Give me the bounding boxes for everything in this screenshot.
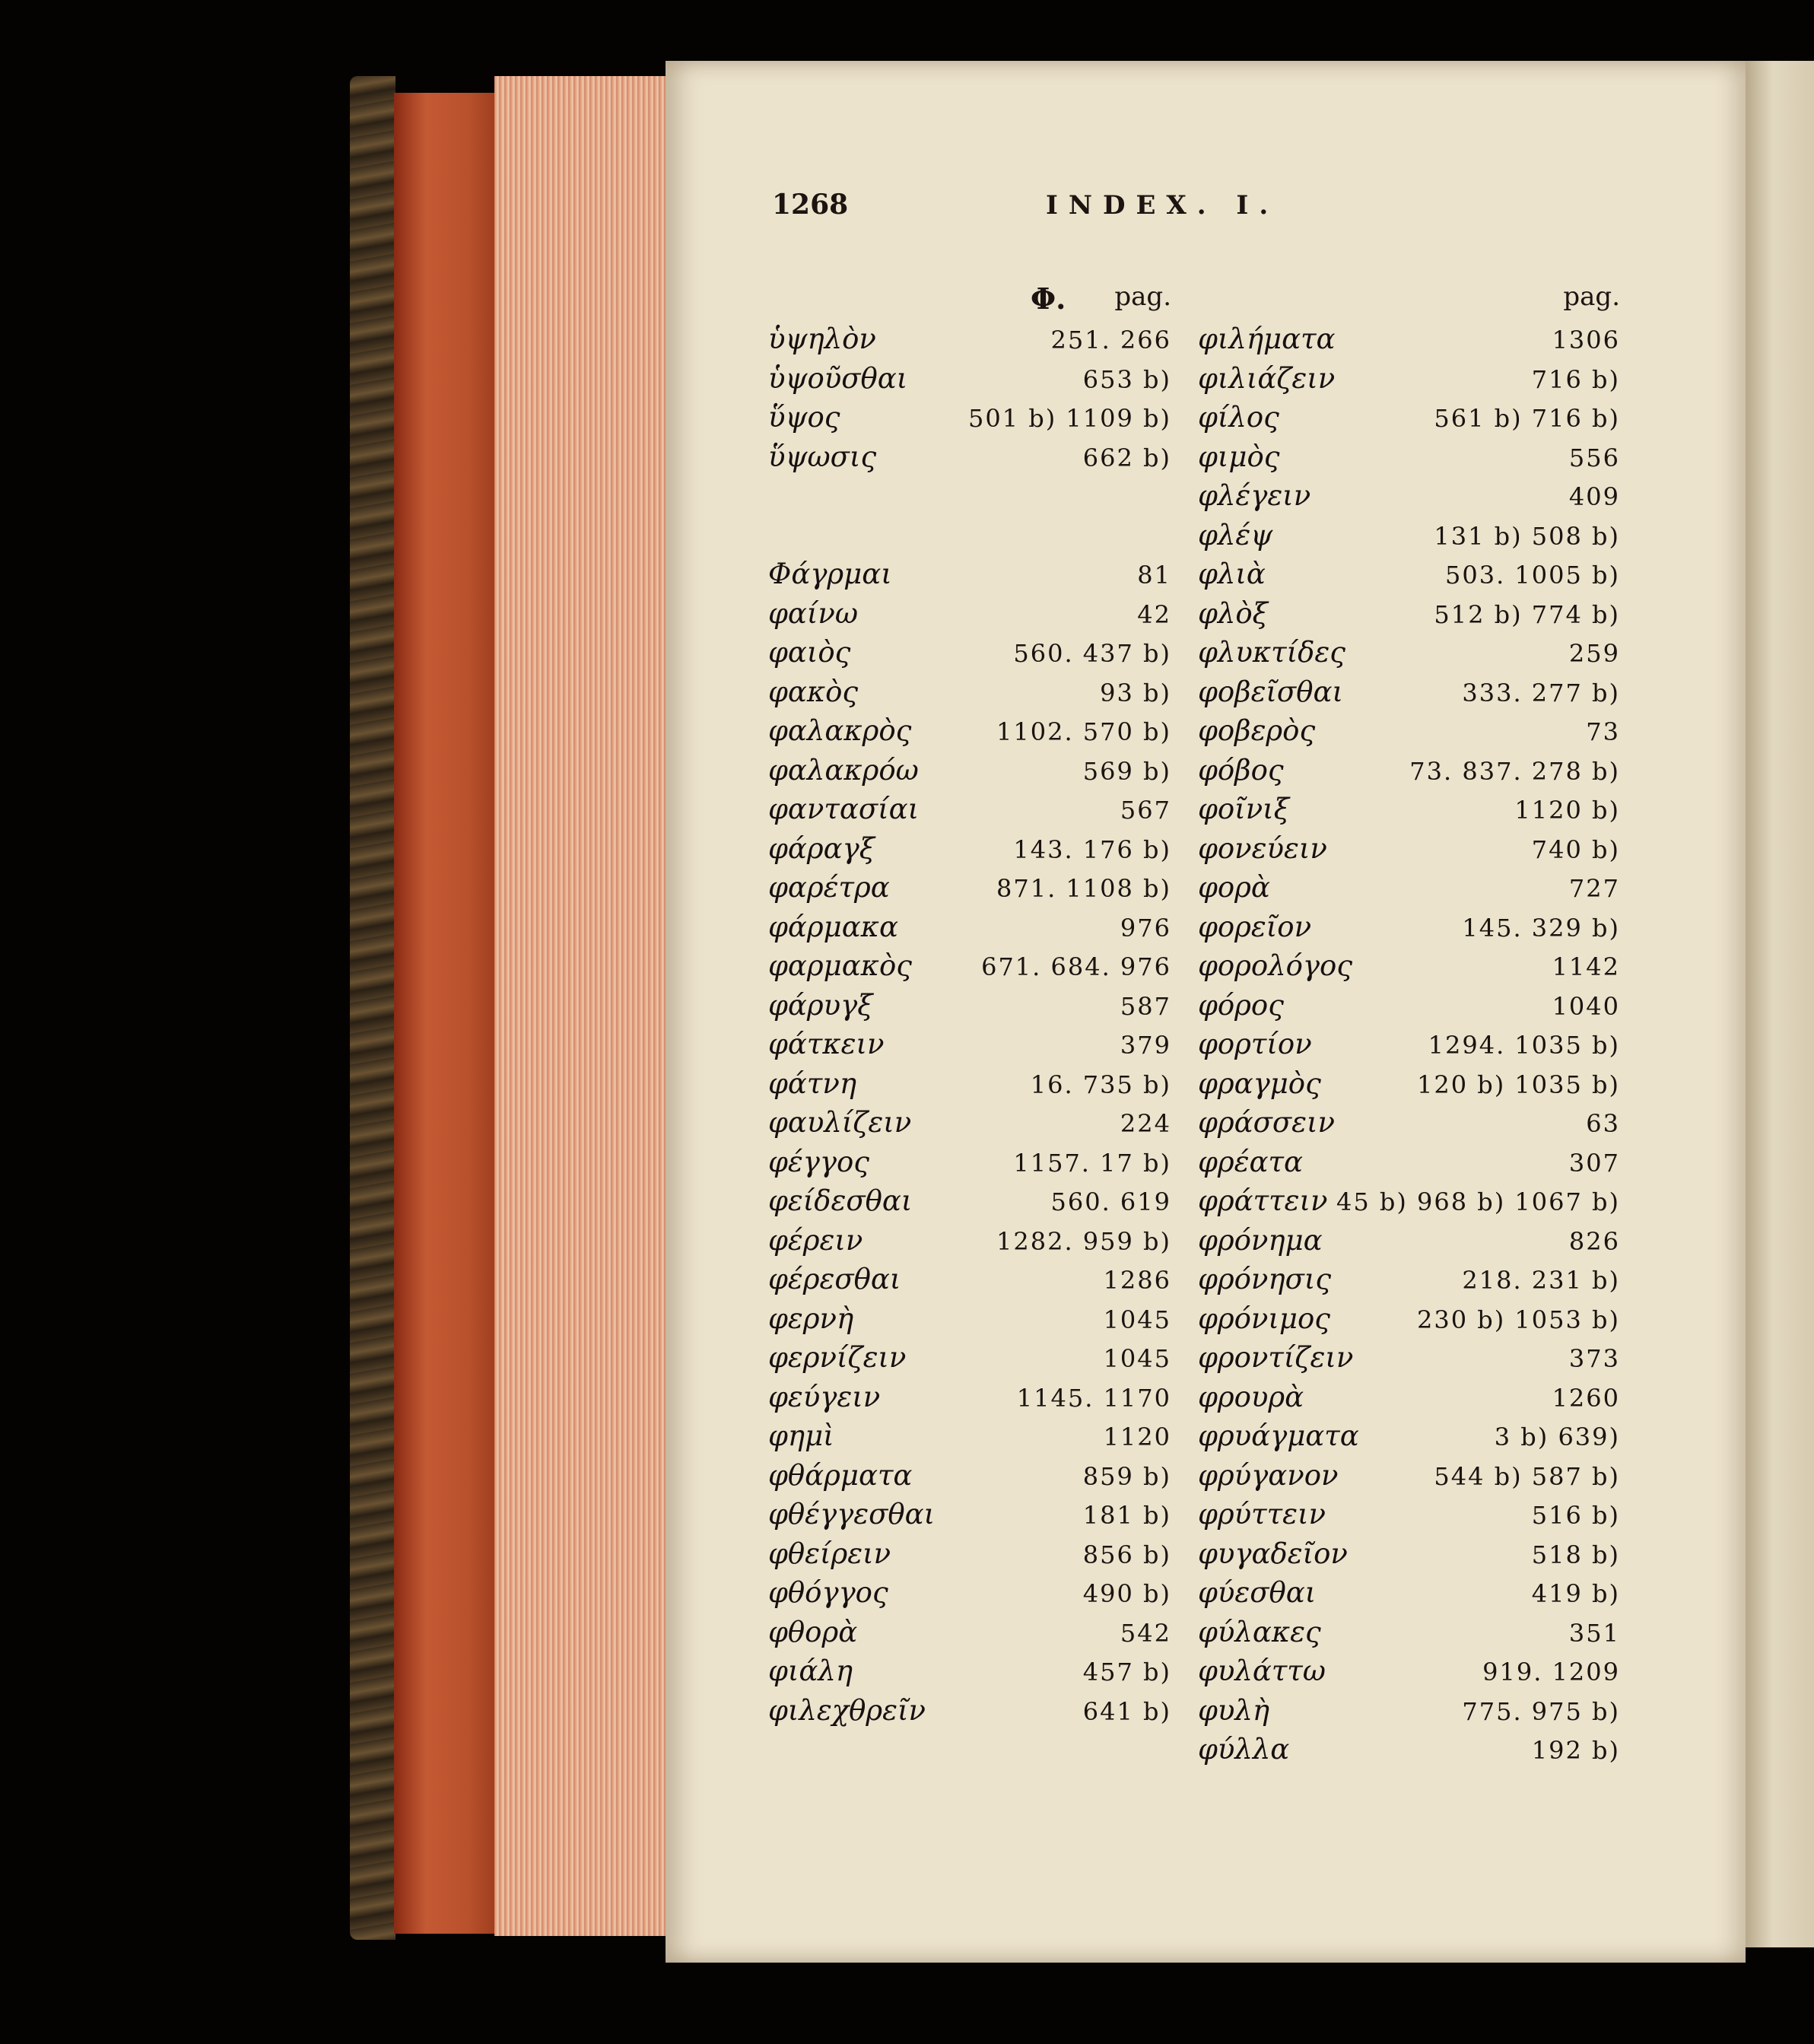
index-entry <box>1198 1691 1620 1731</box>
entry-page-ref: 501 b) 1109 b) <box>968 404 1171 433</box>
entry-word: φθορὰ <box>768 1615 858 1648</box>
entry-word: φιάλη <box>768 1655 853 1687</box>
entry-word: φιλεχθρεῖν <box>768 1693 926 1727</box>
index-entry <box>1198 1103 1620 1143</box>
entry-word: φραγμὸς <box>1198 1067 1321 1100</box>
entry-page-ref: 457 b) <box>1082 1658 1171 1686</box>
index-entry <box>1198 1573 1620 1613</box>
entry-page-ref: 560. 619 <box>1050 1187 1171 1216</box>
entry-page-ref: 1045 <box>1103 1344 1171 1373</box>
index-entry <box>768 555 1171 594</box>
right-list <box>1198 319 1620 1769</box>
entry-word: φεύγειν <box>768 1380 881 1413</box>
index-entry <box>768 1534 1171 1574</box>
entry-word: φθέγγεσθαι <box>768 1498 936 1531</box>
entry-page-ref: 409 <box>1568 482 1620 511</box>
index-entry <box>1198 1299 1620 1339</box>
index-entry <box>768 437 1171 477</box>
index-entry <box>1198 986 1620 1025</box>
entry-word: φυγαδεῖον <box>1198 1537 1348 1570</box>
entry-word: φαιὸς <box>768 636 851 669</box>
entry-page-ref: 569 b) <box>1082 756 1171 786</box>
index-entry <box>1198 398 1620 437</box>
entry-word: φύλακες <box>1198 1615 1321 1648</box>
page-edge-red <box>394 93 500 1934</box>
entry-word: φόρος <box>1198 988 1284 1022</box>
entry-word: φαυλίζειν <box>768 1106 912 1139</box>
index-entry <box>1198 1651 1620 1691</box>
index-entry <box>768 790 1171 829</box>
entry-page-ref: 120 b) 1035 b) <box>1417 1070 1620 1099</box>
index-entry <box>768 633 1171 672</box>
index-entry <box>1198 1338 1620 1378</box>
index-entry <box>1198 1613 1620 1652</box>
index-page <box>666 61 1746 1963</box>
entry-word: φροντίζειν <box>1198 1341 1354 1374</box>
entry-word: φακὸς <box>768 675 859 708</box>
left-upper-list <box>768 319 1171 476</box>
entry-word: φιλιάζειν <box>1198 361 1336 395</box>
section-gap <box>768 476 1171 555</box>
entry-page-ref: 856 b) <box>1082 1540 1171 1569</box>
entry-word: φαίνω <box>768 596 859 630</box>
entry-page-ref: 131 b) 508 b) <box>1434 521 1620 551</box>
entry-word: φράττειν <box>1198 1184 1328 1217</box>
entry-page-ref: 419 b) <box>1531 1579 1620 1608</box>
entry-page-ref: 653 b) <box>1082 364 1171 394</box>
facing-page-edge <box>1746 61 1814 1947</box>
entry-word: φείδεσθαι <box>768 1184 913 1217</box>
index-entry <box>1198 946 1620 986</box>
open-book <box>350 61 1814 1978</box>
index-entry <box>1198 1260 1620 1299</box>
index-entry <box>768 1416 1171 1456</box>
entry-page-ref: 1306 <box>1552 326 1620 354</box>
right-column-head: pag. <box>1563 281 1620 312</box>
entry-word: φάραγξ <box>768 831 875 865</box>
entry-word: φέγγος <box>768 1145 869 1178</box>
index-entry <box>1198 751 1620 790</box>
index-entry <box>1198 672 1620 712</box>
index-entry <box>1198 319 1620 359</box>
entry-word: φορεῖον <box>1198 910 1312 943</box>
index-entry <box>1198 476 1620 516</box>
entry-page-ref: 1040 <box>1552 991 1620 1021</box>
index-entry <box>768 711 1171 751</box>
index-entry <box>768 1338 1171 1378</box>
entry-page-ref: 145. 329 b) <box>1462 913 1620 943</box>
entry-page-ref: 561 b) 716 b) <box>1434 404 1620 433</box>
index-entry <box>768 1064 1171 1104</box>
entry-page-ref: 976 <box>1120 913 1171 943</box>
entry-word: φλέψ <box>1198 518 1273 552</box>
entry-word: φάρμακα <box>768 910 898 943</box>
entry-word: φέρεσθαι <box>768 1263 901 1295</box>
entry-page-ref: 560. 437 b) <box>1013 639 1171 668</box>
entry-word: φορτίον <box>1198 1028 1312 1060</box>
entry-word: φθείρειν <box>768 1537 891 1570</box>
entry-page-ref: 1120 b) <box>1514 796 1620 825</box>
index-entry <box>1198 516 1620 555</box>
entry-word: φαρμακὸς <box>768 949 912 982</box>
index-entry <box>768 1025 1171 1064</box>
entry-word: φύλλα <box>1198 1733 1290 1766</box>
index-entry <box>1198 1416 1620 1456</box>
index-entry <box>768 829 1171 869</box>
entry-page-ref: 1260 <box>1552 1383 1620 1413</box>
entry-page-ref: 641 b) <box>1082 1696 1171 1726</box>
page-number: 1268 <box>772 189 849 221</box>
index-entry <box>768 1495 1171 1534</box>
entry-word: φαλακρὸς <box>768 714 912 747</box>
entry-page-ref: 919. 1209 <box>1482 1658 1620 1686</box>
index-entry <box>1198 908 1620 947</box>
entry-page-ref: 192 b) <box>1531 1736 1620 1765</box>
entry-page-ref: 81 <box>1137 561 1171 590</box>
entry-page-ref: 351 <box>1568 1618 1620 1648</box>
entry-page-ref: 516 b) <box>1531 1501 1620 1530</box>
index-entry <box>768 1260 1171 1299</box>
entry-word: φερνὴ <box>768 1302 854 1335</box>
entry-page-ref: 662 b) <box>1082 443 1171 472</box>
index-entry <box>1198 1730 1620 1769</box>
entry-page-ref: 567 <box>1120 796 1171 825</box>
entry-page-ref: 1102. 570 b) <box>996 717 1171 746</box>
left-column <box>768 281 1171 1730</box>
index-entry <box>1198 555 1620 594</box>
entry-page-ref: 230 b) 1053 b) <box>1417 1305 1620 1334</box>
index-entry <box>1198 1534 1620 1574</box>
index-entry <box>768 359 1171 399</box>
entry-page-ref: 42 <box>1137 599 1171 629</box>
entry-word: φρόνημα <box>1198 1223 1323 1257</box>
running-head <box>666 189 1746 234</box>
index-entry <box>768 1143 1171 1182</box>
section-letter: Φ. <box>1031 281 1066 316</box>
index-entry <box>1198 829 1620 869</box>
entry-word: ὕψος <box>768 401 840 434</box>
entry-page-ref: 871. 1108 b) <box>996 874 1171 903</box>
entry-word: φυλὴ <box>1198 1693 1270 1727</box>
entry-word: φρόνησις <box>1198 1263 1332 1295</box>
entry-page-ref: 93 b) <box>1100 678 1171 707</box>
entry-page-ref: 1120 <box>1103 1423 1171 1451</box>
entry-page-ref: 556 <box>1568 443 1620 472</box>
index-entry <box>768 868 1171 908</box>
entry-word: φορὰ <box>1198 871 1270 904</box>
entry-page-ref: 307 <box>1568 1148 1620 1178</box>
entry-page-ref: 671. 684. 976 <box>981 952 1171 981</box>
right-column <box>1198 281 1620 1769</box>
index-entry <box>1198 1025 1620 1064</box>
entry-page-ref: 775. 975 b) <box>1462 1696 1620 1726</box>
index-entry <box>768 594 1171 634</box>
entry-page-ref: 1045 <box>1103 1305 1171 1334</box>
entry-page-ref: 518 b) <box>1531 1540 1620 1569</box>
entry-page-ref: 716 b) <box>1531 364 1620 394</box>
entry-word: φθάρματα <box>768 1458 913 1492</box>
entry-word: φαλακρόω <box>768 753 919 787</box>
index-entry <box>1198 1456 1620 1496</box>
entry-word: φορολόγος <box>1198 949 1353 982</box>
entry-page-ref: 512 b) 774 b) <box>1434 599 1620 629</box>
entry-word: φλέγειν <box>1198 479 1311 512</box>
entry-word: φοβεῖσθαι <box>1198 675 1343 708</box>
page-block-edge <box>494 76 666 1936</box>
entry-word: φυλάττω <box>1198 1655 1326 1687</box>
index-entry <box>768 908 1171 947</box>
entry-page-ref: 251. 266 <box>1050 326 1171 354</box>
entry-page-ref: 1145. 1170 <box>1016 1383 1171 1413</box>
index-entry <box>768 672 1171 712</box>
index-entry <box>1198 359 1620 399</box>
entry-page-ref: 1286 <box>1103 1266 1171 1295</box>
entry-page-ref: 259 <box>1568 639 1620 668</box>
entry-word: ὑψηλὸν <box>768 323 876 355</box>
entry-page-ref: 16. 735 b) <box>1030 1070 1171 1099</box>
entry-page-ref: 218. 231 b) <box>1462 1266 1620 1295</box>
entry-page-ref: 73. 837. 278 b) <box>1409 756 1620 786</box>
index-entry <box>768 751 1171 790</box>
entry-page-ref: 63 <box>1586 1109 1620 1138</box>
entry-word: φρουρὰ <box>1198 1380 1304 1413</box>
entry-word: φαντασίαι <box>768 793 920 825</box>
entry-page-ref: 379 <box>1120 1031 1171 1060</box>
index-entry <box>768 319 1171 359</box>
entry-page-ref: 73 <box>1586 717 1620 746</box>
entry-page-ref: 503. 1005 b) <box>1445 561 1620 590</box>
entry-word: φοῖνιξ <box>1198 793 1290 825</box>
entry-word: φαρέτρα <box>768 871 890 904</box>
entry-word: φλὸξ <box>1198 596 1269 630</box>
index-entry <box>768 946 1171 986</box>
index-entry <box>768 1378 1171 1417</box>
index-entry <box>1198 1221 1620 1260</box>
entry-page-ref: 373 <box>1568 1344 1620 1373</box>
page-title: INDEX. I. <box>1046 190 1279 221</box>
entry-page-ref: 1282. 959 b) <box>996 1226 1171 1256</box>
index-entry <box>1198 790 1620 829</box>
entry-word: ὑψοῦσθαι <box>768 361 908 395</box>
entry-page-ref: 542 <box>1120 1618 1171 1648</box>
entry-page-ref: 1157. 17 b) <box>1013 1148 1171 1178</box>
index-entry <box>1198 868 1620 908</box>
index-entry <box>1198 437 1620 477</box>
entry-word: φέρειν <box>768 1223 863 1257</box>
entry-word: φθόγγος <box>768 1576 888 1609</box>
entry-page-ref: 490 b) <box>1082 1579 1171 1608</box>
entry-word: φρέατα <box>1198 1145 1303 1178</box>
index-entry <box>768 986 1171 1025</box>
entry-page-ref: 859 b) <box>1082 1461 1171 1491</box>
index-entry <box>1198 1495 1620 1534</box>
index-entry <box>1198 711 1620 751</box>
entry-word: φερνίζειν <box>768 1341 907 1374</box>
index-entry <box>768 1299 1171 1339</box>
entry-word: φάτκειν <box>768 1028 885 1060</box>
index-entry <box>1198 1378 1620 1417</box>
entry-page-ref: 1142 <box>1552 952 1620 981</box>
entry-word: φάρυγξ <box>768 988 873 1022</box>
book-spine <box>350 76 396 1940</box>
entry-word: φλυκτίδες <box>1198 636 1345 669</box>
entry-page-ref: 143. 176 b) <box>1013 834 1171 864</box>
index-entry <box>768 398 1171 437</box>
index-entry <box>768 1691 1171 1731</box>
entry-page-ref: 45 b) 968 b) 1067 b) <box>1336 1187 1620 1216</box>
index-entry <box>768 1456 1171 1496</box>
entry-page-ref: 544 b) 587 b) <box>1434 1461 1620 1491</box>
entry-word: φιλήματα <box>1198 323 1336 355</box>
index-entry <box>768 1103 1171 1143</box>
entry-word: φλιὰ <box>1198 558 1266 590</box>
index-entry <box>768 1221 1171 1260</box>
entry-word: Φάγρμαι <box>768 558 892 590</box>
left-lower-list <box>768 555 1171 1730</box>
index-entry <box>768 1651 1171 1691</box>
entry-word: φημὶ <box>768 1419 834 1452</box>
entry-word: φρυάγματα <box>1198 1419 1359 1452</box>
left-column-head: pag. <box>1114 281 1171 312</box>
index-entry <box>768 1573 1171 1613</box>
entry-word: φάτνη <box>768 1067 857 1100</box>
entry-word: φρόνιμος <box>1198 1302 1330 1335</box>
entry-word: φιμὸς <box>1198 440 1280 473</box>
entry-page-ref: 3 b) 639) <box>1494 1423 1620 1451</box>
entry-page-ref: 587 <box>1120 991 1171 1021</box>
index-entry <box>768 1613 1171 1652</box>
index-entry <box>1198 633 1620 672</box>
entry-page-ref: 740 b) <box>1531 834 1620 864</box>
entry-word: φρύττειν <box>1198 1498 1326 1531</box>
entry-word: φύεσθαι <box>1198 1576 1317 1609</box>
entry-page-ref: 727 <box>1568 874 1620 903</box>
entry-word: φρύγανον <box>1198 1458 1339 1492</box>
entry-page-ref: 1294. 1035 b) <box>1428 1031 1620 1060</box>
entry-word: φοβερὸς <box>1198 714 1316 747</box>
entry-word: φράσσειν <box>1198 1106 1336 1139</box>
index-entry <box>768 1181 1171 1221</box>
index-entry <box>1198 1064 1620 1104</box>
index-entry <box>1198 1181 1620 1221</box>
entry-page-ref: 224 <box>1120 1109 1171 1138</box>
entry-word: ὕψωσις <box>768 440 877 473</box>
entry-page-ref: 826 <box>1568 1226 1620 1256</box>
entry-word: φονεύειν <box>1198 831 1327 865</box>
entry-word: φόβος <box>1198 753 1284 787</box>
entry-page-ref: 333. 277 b) <box>1462 678 1620 707</box>
index-entry <box>1198 1143 1620 1182</box>
entry-word: φίλος <box>1198 401 1279 434</box>
entry-page-ref: 181 b) <box>1082 1501 1171 1530</box>
index-entry <box>1198 594 1620 634</box>
